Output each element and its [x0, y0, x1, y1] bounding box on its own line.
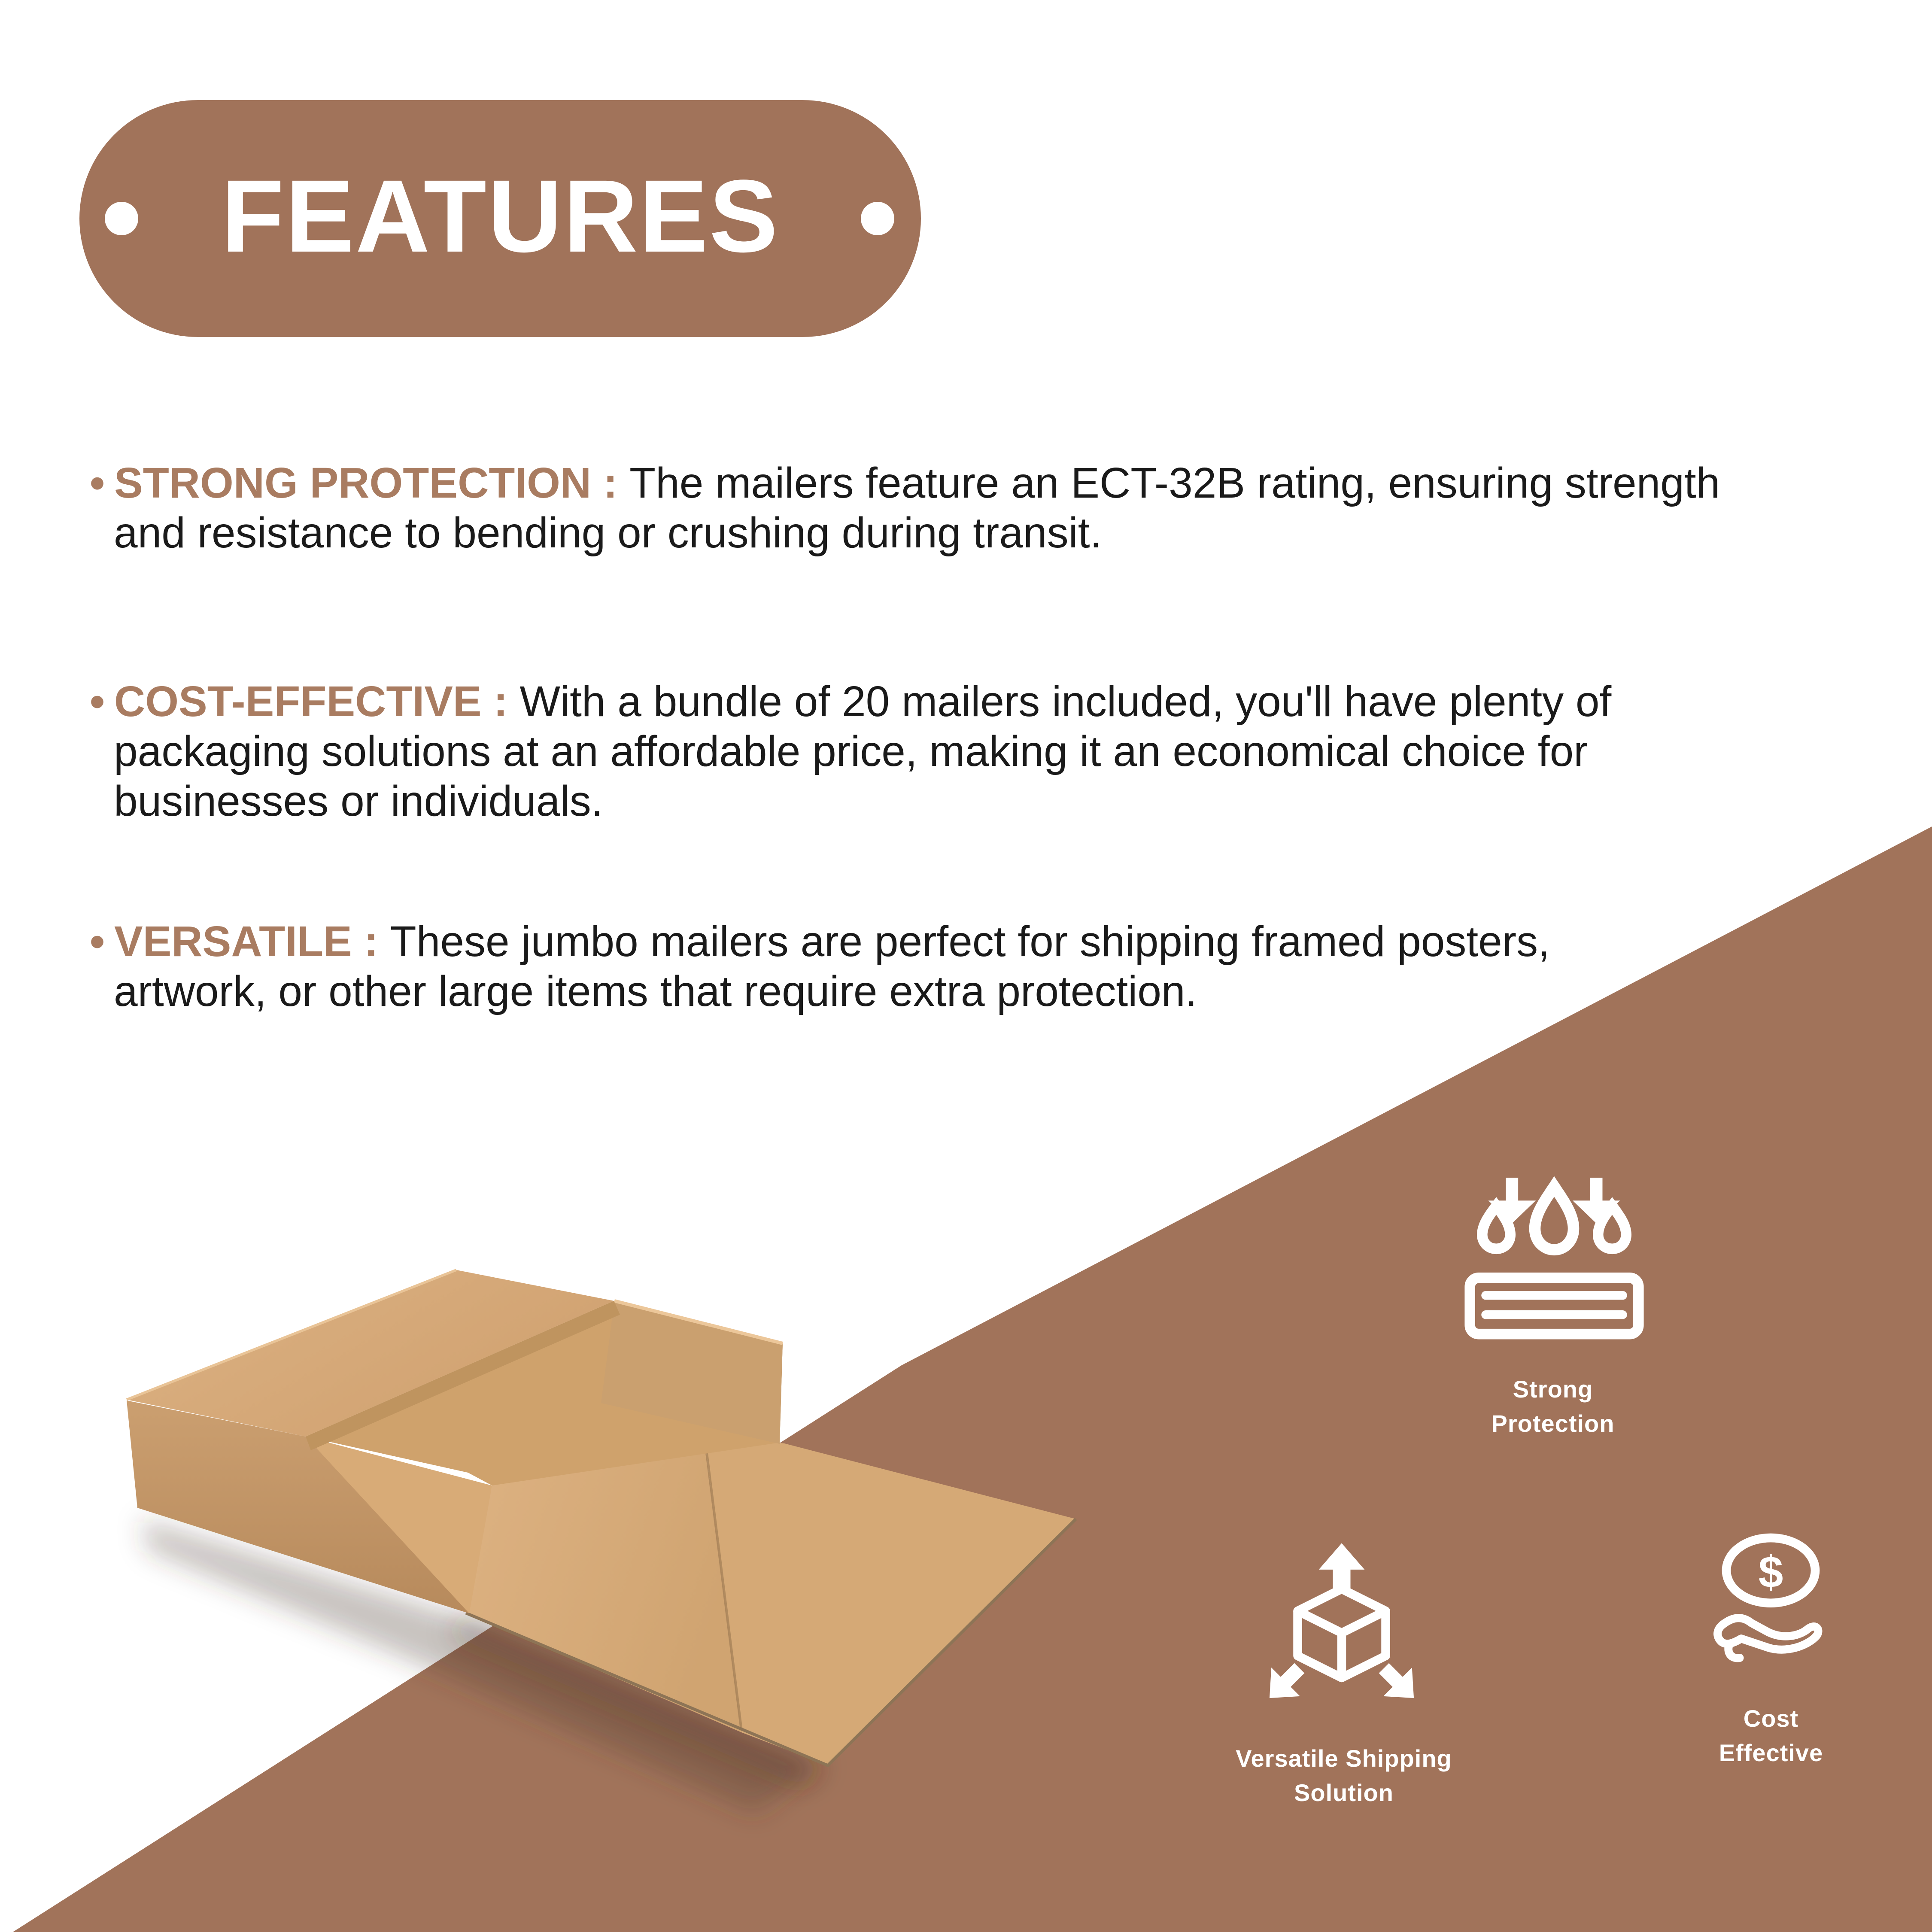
feature-text-line: With a bundle of 20 mailers included, you'll have plenty of: [519, 677, 1612, 726]
feature-text-line: artwork, or other large items that require extra protection.: [114, 967, 1197, 1015]
hand-icon: [1718, 1618, 1818, 1658]
feature-item-strong-protection: [64, 458, 1930, 558]
feature-text-line: packaging solutions at an affordable price, making it an economical choice for: [114, 727, 1588, 775]
feature-separator: :: [481, 677, 520, 726]
bullet-icon: •: [90, 459, 105, 507]
cube-three-arrows-icon: [1254, 1541, 1430, 1709]
dollar-coin-hand-icon: [1697, 1535, 1845, 1676]
badge-label-line: Versatile Shipping: [1236, 1745, 1452, 1772]
feature-label: COST-EFFECTIVE: [114, 677, 482, 726]
pill-left-dot-icon: [105, 202, 138, 235]
badge-label-line: Cost: [1743, 1705, 1799, 1732]
pressure-drops-board-icon: [1458, 1174, 1651, 1350]
board-icon: [1470, 1278, 1639, 1334]
cube-icon: [1298, 1589, 1386, 1678]
bullet-icon: •: [90, 917, 105, 966]
feature-separator: :: [591, 459, 630, 507]
badge-label-line: Strong: [1513, 1376, 1593, 1403]
feature-item-versatile: [64, 917, 1930, 1016]
badge-strong-protection: [1360, 1372, 1746, 1441]
badge-label-line: Protection: [1491, 1410, 1615, 1437]
badge-cost-effective: [1621, 1701, 1921, 1770]
dollar-sign: $: [1758, 1547, 1783, 1597]
feature-text-line: These jumbo mailers are perfect for shipping framed posters,: [390, 917, 1550, 966]
badge-label-line: Solution: [1294, 1779, 1394, 1806]
feature-separator: :: [352, 917, 390, 966]
mailer-open-panel-right: [704, 1435, 1076, 1765]
feature-text-line: and resistance to bending or crushing during transit.: [114, 509, 1102, 557]
page-title: FEATURES: [221, 158, 779, 273]
feature-text-line: The mailers feature an ECT-32B rating, ensuring strength: [629, 459, 1720, 507]
badge-label-line: Effective: [1719, 1739, 1823, 1766]
feature-label: STRONG PROTECTION: [114, 459, 592, 507]
water-drops-icon: [1482, 1187, 1626, 1250]
pill-right-dot-icon: [861, 202, 894, 235]
feature-text-line: businesses or individuals.: [114, 777, 603, 825]
product-photo-mailer-box: [107, 1224, 1121, 1855]
bullet-icon: •: [90, 677, 105, 726]
badge-versatile-shipping: [1151, 1741, 1537, 1810]
feature-item-cost-effective: [64, 677, 1930, 826]
feature-label: VERSATILE: [114, 917, 352, 966]
features-header-pill: [79, 100, 921, 337]
